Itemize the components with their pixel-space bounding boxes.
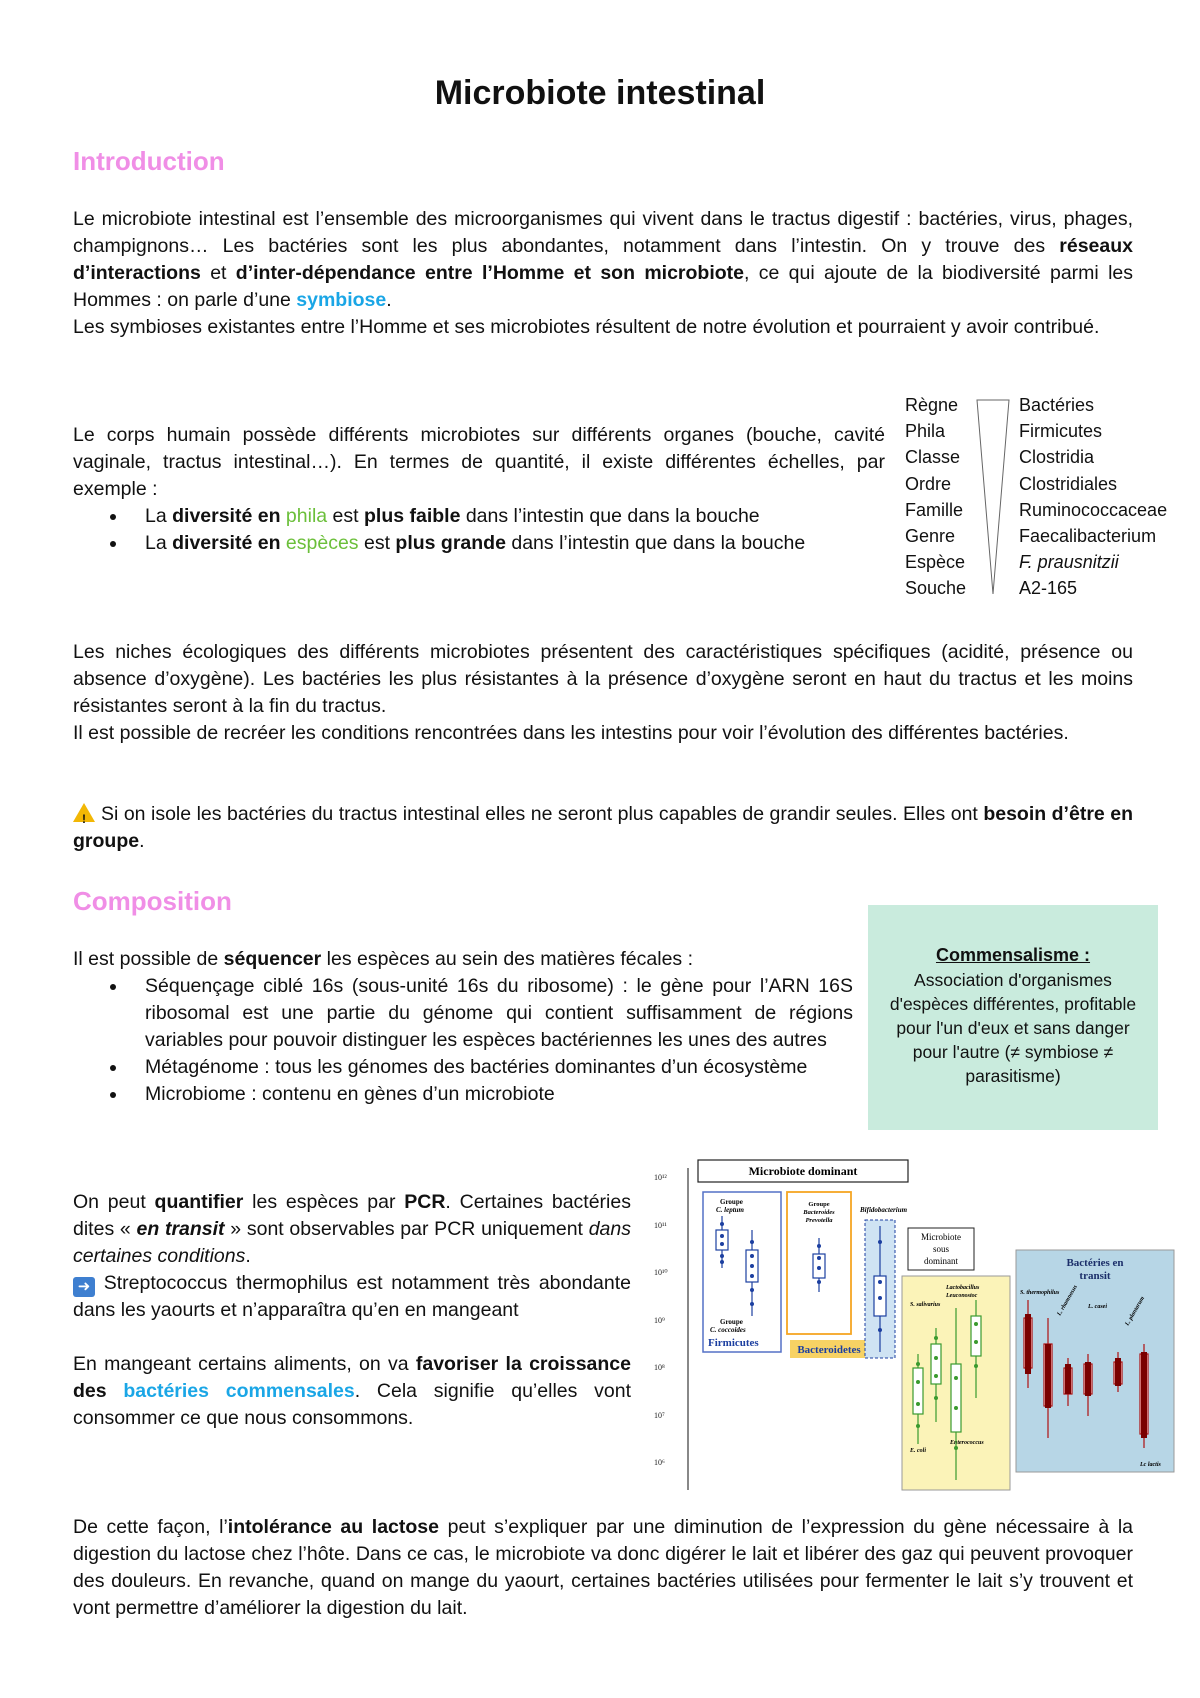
transit-title-1: Bactéries en bbox=[1066, 1257, 1124, 1269]
warning-icon: ! bbox=[73, 803, 95, 822]
firmicutes-group-2-name: C. coccoides bbox=[710, 1326, 746, 1334]
composition-paragraph-1: Il est possible de séquencer les espèces au sein des matières fécales : bbox=[73, 948, 694, 970]
taxonomy-example: A2-165 bbox=[1019, 578, 1078, 599]
list-item: Microbiome : contenu en gènes d’un microbiote bbox=[73, 1081, 853, 1108]
enterococcus-label: Enterococcus bbox=[950, 1440, 984, 1446]
taxonomy-rank: Classe bbox=[905, 447, 961, 468]
symbiose-term: symbiose bbox=[296, 289, 387, 311]
taxonomy-example: Ruminococcaceae bbox=[1019, 499, 1168, 520]
list-item: Métagénome : tous les génomes des bactéries dominantes d’un écosystème bbox=[73, 1054, 853, 1081]
composition-paragraph-2: On peut quantifier les espèces par PCR. Certaines bactéries dites « en transit » sont observables par PCR uniquement dans certaines conditions. bbox=[73, 1191, 631, 1267]
warning-paragraph: ! Si on isole les bactéries du tractus intestinal elles ne seront plus capables de grandir seules. Elles ont besoin d’être en groupe. bbox=[73, 803, 1133, 852]
lc-lactis-label: Lc lactis bbox=[1140, 1462, 1161, 1468]
list-item: La diversité en espèces est plus grande dans l’intestin que dans la bouche bbox=[73, 530, 885, 557]
firmicutes-label: Firmicutes bbox=[708, 1337, 759, 1349]
y-tick-label: 10⁸ bbox=[654, 1363, 665, 1372]
transit-box bbox=[1016, 1250, 1174, 1472]
composition-paragraph-4: En mangeant certains aliments, on va favoriser la croissance des bactéries commensales. Cela signifie qu’elles vont consommer ce que nous consommons. bbox=[73, 1353, 631, 1429]
dominant-title: Microbiote dominant bbox=[748, 1164, 858, 1178]
taxonomy-example: Clostridia bbox=[1019, 447, 1095, 468]
firmicutes-group-1-label: Groupe bbox=[720, 1198, 743, 1206]
y-tick-label: 10¹¹ bbox=[654, 1221, 667, 1230]
taxonomy-figure bbox=[905, 392, 1180, 612]
taxonomy-rank: Ordre bbox=[905, 473, 952, 494]
taxonomy-examples bbox=[1019, 392, 1167, 602]
commensalisme-title: Commensalisme : bbox=[935, 945, 1091, 965]
firmicutes-group-1-name: C. leptum bbox=[716, 1206, 745, 1214]
section-heading-introduction: Introduction bbox=[73, 146, 225, 176]
taxonomy-example: Faecalibacterium bbox=[1019, 525, 1157, 546]
bifidobacterium-label: Bifidobacterium bbox=[860, 1206, 908, 1214]
microbiota-figure bbox=[648, 1158, 1178, 1498]
y-ticks bbox=[654, 1173, 668, 1467]
taxonomy-example: Clostridiales bbox=[1019, 473, 1118, 494]
y-tick-label: 10⁹ bbox=[654, 1316, 665, 1325]
y-tick-label: 10⁶ bbox=[654, 1458, 665, 1467]
subdominant-label-1: Microbiote bbox=[921, 1232, 961, 1242]
y-tick-label: 10¹⁰ bbox=[654, 1268, 668, 1277]
bacteroidetes-label: Bacteroidetes bbox=[797, 1344, 861, 1356]
list-item: Séquençage ciblé 16s (sous-unité 16s du ribosome) : le gène pour l’ARN 16S ribosomal est une partie du génome qui contient suffisamment de régions variables pour pouvoir distinguer les espèces bactériennes les unes des autres bbox=[73, 973, 853, 1054]
taxonomy-rank: Genre bbox=[905, 525, 956, 546]
intro-paragraph-4: Les niches écologiques des différents microbiotes présentent des caractéristiques spécifiques (acidité, présence ou absence d’oxygène). Les bactéries les plus résistantes à la présence d’oxygène seront en haut du tractus et les moins résistantes seront à la fin du tractus. bbox=[73, 641, 1133, 717]
intro-paragraph-3: Le corps humain possède différents microbiotes sur différents organes (bouche, cavité vaginale, tractus intestinal…). En termes de quantité, il existe différentes échelles, par exemple : bbox=[73, 424, 885, 500]
composition-paragraph-5: De cette façon, l’intolérance au lactose peut s’expliquer par une diminution de l’expression du gène nécessaire à la digestion du lactose chez l’hôte. Dans ce cas, le microbiote va donc digérer le lait et libérer des gaz qui peuvent provoquer des douleurs. En revanche, quand on mange du yaourt, certaines bactéries utilisées pour fermenter le lait s’y trouvent et vont permettre d’améliorer la digestion du lait. bbox=[73, 1516, 1134, 1619]
commensalisme-body: Association d'organismes d'espèces différentes, profitable pour l'un d'eux et sans danger pour l'autre (≠ symbiose ≠ parasitisme) bbox=[889, 970, 1137, 1086]
taxonomy-rank: Souche bbox=[905, 578, 967, 599]
bacteroidetes-group-name-2: Prevotella bbox=[805, 1217, 833, 1224]
lactobacillus-label: Lactobacillus bbox=[946, 1285, 980, 1291]
subdominant-label-2: sous bbox=[932, 1244, 950, 1254]
taxonomy-rank: Famille bbox=[905, 499, 964, 520]
l-plantarum-label: L. plantarum bbox=[1124, 1295, 1147, 1327]
s-salivarius-label: S. salivarius bbox=[910, 1302, 941, 1308]
sequencing-list bbox=[73, 973, 853, 1108]
e-coli-label: E. coli bbox=[910, 1448, 926, 1454]
list-item: La diversité en phila est plus faible dans l’intestin que dans la bouche bbox=[73, 503, 885, 530]
leuconostoc-label: Leuconostoc bbox=[946, 1293, 978, 1299]
diversity-list bbox=[73, 503, 885, 557]
bacteroidetes-group-label: Groupe bbox=[808, 1201, 830, 1208]
y-tick-label: 10¹² bbox=[654, 1173, 667, 1182]
intro-paragraph-5: Il est possible de recréer les conditions rencontrées dans les intestins pour voir l’évolution des différentes bactéries. bbox=[73, 722, 1069, 744]
taxonomy-rank: Espèce bbox=[905, 552, 966, 573]
taxonomy-example: Firmicutes bbox=[1019, 421, 1103, 442]
y-tick-label: 10⁷ bbox=[654, 1411, 665, 1420]
transit-title-2: transit bbox=[1079, 1270, 1111, 1282]
l-rhamnosus-label: L. rhamnosus bbox=[1056, 1284, 1079, 1317]
page-title: Microbiote intestinal bbox=[434, 74, 766, 112]
taxonomy-ranks bbox=[905, 392, 966, 602]
l-casei-label: L. casei bbox=[1088, 1304, 1107, 1310]
arrow-right-icon: ➜ bbox=[73, 1277, 95, 1297]
bacteroidetes-group-name-1: Bacteroides bbox=[803, 1209, 835, 1216]
composition-paragraph-3: ➜ Streptococcus thermophilus est notamment très abondante dans les yaourts et n’apparaîtra qu’en en mangeant bbox=[73, 1272, 631, 1321]
intro-paragraph-2: Les symbioses existantes entre l’Homme et ses microbiotes résultent de notre évolution et pourraient y avoir contribué. bbox=[73, 316, 1100, 338]
subdominant-label-3: dominant bbox=[924, 1256, 958, 1266]
section-heading-composition: Composition bbox=[73, 886, 232, 916]
intro-paragraph-1: Le microbiote intestinal est l’ensemble des microorganismes qui vivent dans le tractus digestif : bactéries, virus, phages, champignons… Les bactéries sont les plus abondantes, notamment dans l’intestin. On y trouve des réseaux d’interactions et d’inter-dépendance entre l’Homme et son microbiote, ce qui ajoute de la biodiversité parmi les Hommes : on parle d’une symbiose. bbox=[73, 208, 1133, 311]
taxonomy-rank: Phila bbox=[905, 421, 946, 442]
s-thermophilus-label: S. thermophilus bbox=[1020, 1290, 1060, 1296]
firmicutes-group-2-label: Groupe bbox=[720, 1318, 743, 1326]
taxonomy-example: F. prausnitzii bbox=[1019, 552, 1119, 573]
taxonomy-rank: Règne bbox=[905, 395, 959, 415]
taxonomy-wedge-icon bbox=[975, 398, 1013, 598]
taxonomy-example: Bactéries bbox=[1019, 395, 1095, 415]
commensalisme-box bbox=[868, 905, 1158, 1130]
